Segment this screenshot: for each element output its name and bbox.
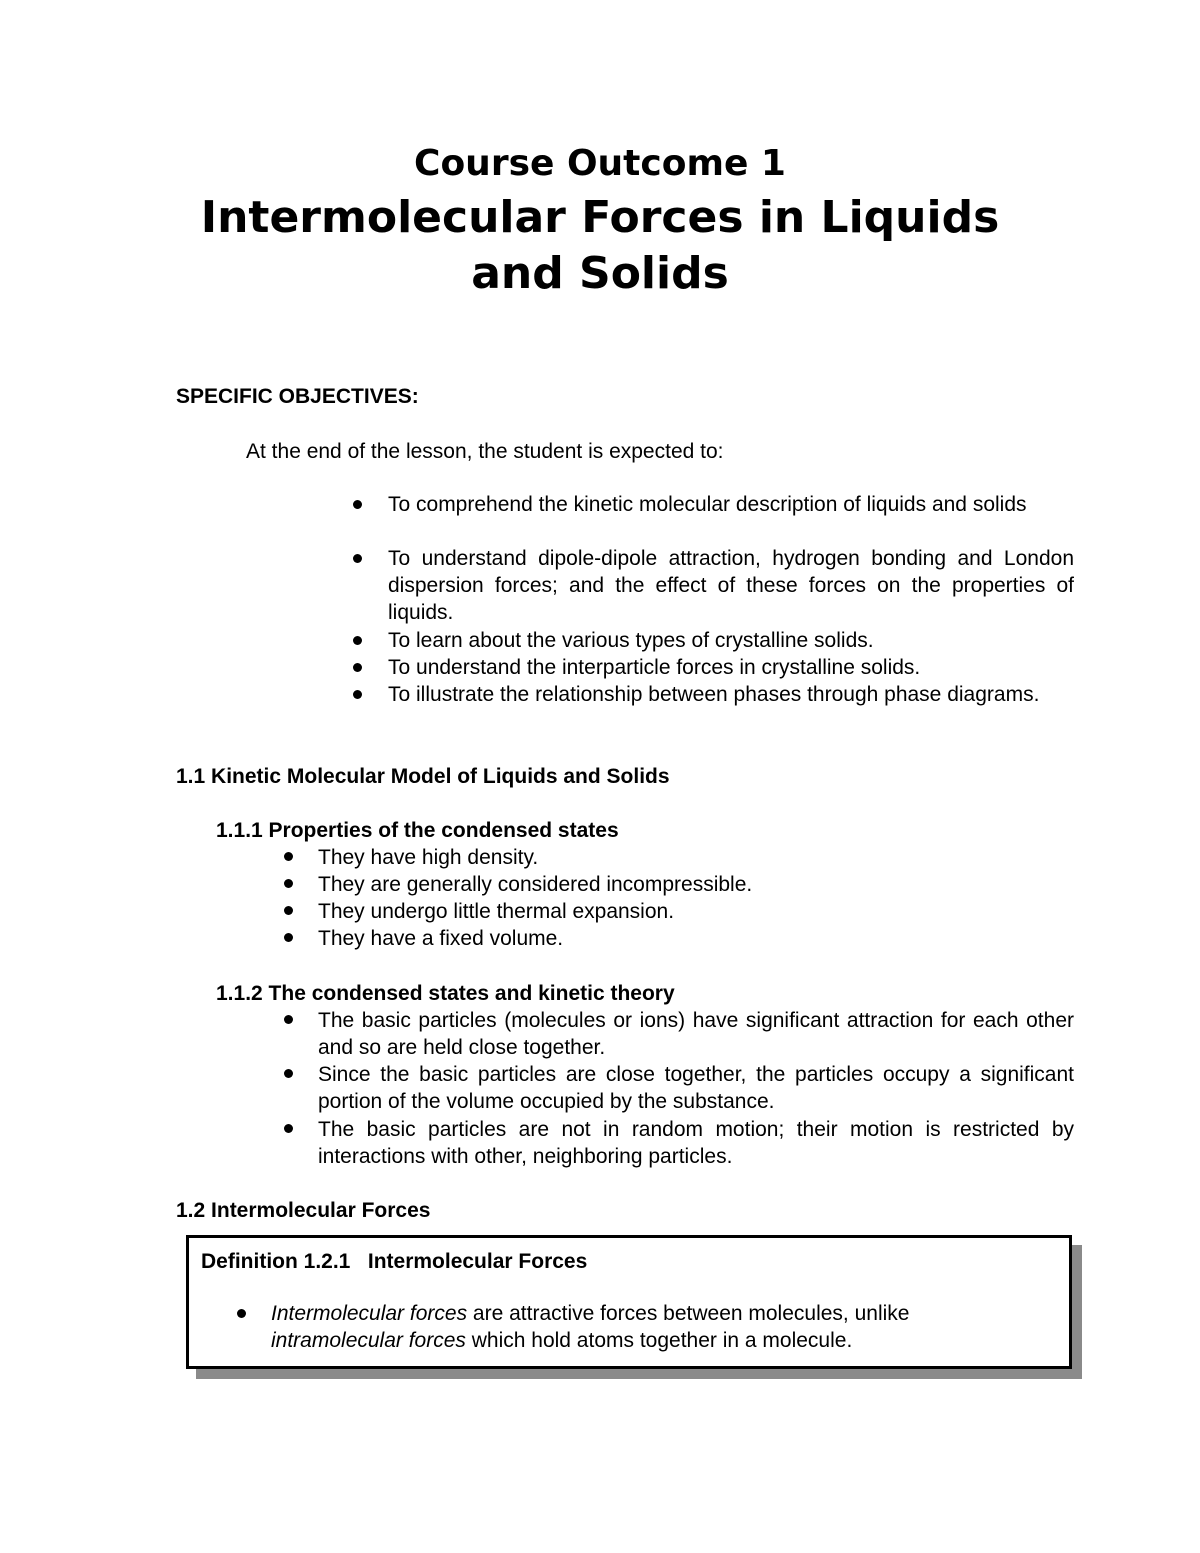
bullet-icon bbox=[353, 554, 362, 563]
page-title bbox=[0, 190, 1200, 302]
definition-term-intermolecular: Intermolecular forces bbox=[271, 1302, 468, 1325]
bullet-icon bbox=[284, 1124, 293, 1133]
property-item: They are generally considered incompressible. bbox=[318, 873, 753, 896]
page-title-line2: and Solids bbox=[471, 248, 729, 299]
page-title-line1: Intermolecular Forces in Liquids bbox=[200, 192, 1000, 243]
bullet-icon bbox=[284, 1015, 293, 1024]
property-item: They undergo little thermal expansion. bbox=[318, 900, 675, 923]
bullet-icon bbox=[284, 852, 293, 861]
bullet-icon bbox=[284, 906, 293, 915]
bullet-icon bbox=[284, 1069, 293, 1078]
objective-item: To learn about the various types of crystalline solids. bbox=[388, 629, 874, 652]
definition-title: Definition 1.2.1 Intermolecular Forces bbox=[201, 1250, 588, 1273]
bullet-icon bbox=[353, 663, 362, 672]
definition-term-intramolecular: intramolecular forces bbox=[271, 1329, 466, 1352]
kinetic-theory-item: The basic particles are not in random motion; their motion is restricted by interactions with other, neighboring particles. bbox=[318, 1118, 1074, 1168]
subsection-heading-1-1-2: 1.1.2 The condensed states and kinetic theory bbox=[216, 982, 675, 1005]
subsection-heading-1-1-1: 1.1.1 Properties of the condensed states bbox=[216, 819, 619, 842]
objective-item: To understand dipole-dipole attraction, hydrogen bonding and London dispersion forces; and the effect of these forces on the properties of liquids. bbox=[388, 547, 1074, 624]
definition-text-part2: which hold atoms together in a molecule. bbox=[465, 1329, 853, 1352]
definition-box bbox=[186, 1235, 1072, 1369]
bullet-icon bbox=[284, 879, 293, 888]
kinetic-theory-item: The basic particles (molecules or ions) have significant attraction for each other and so are held close together. bbox=[318, 1009, 1074, 1059]
bullet-icon bbox=[353, 500, 362, 509]
property-item: They have high density. bbox=[318, 846, 539, 869]
bullet-icon bbox=[353, 690, 362, 699]
property-item: They have a fixed volume. bbox=[318, 927, 564, 950]
bullet-icon bbox=[353, 636, 362, 645]
objectives-intro: At the end of the lesson, the student is expected to: bbox=[246, 440, 724, 463]
bullet-icon bbox=[237, 1309, 246, 1318]
bullet-icon bbox=[284, 933, 293, 942]
definition-text bbox=[271, 1300, 1051, 1354]
course-outcome-label: Course Outcome 1 bbox=[414, 143, 786, 184]
section-heading-1-2: 1.2 Intermolecular Forces bbox=[176, 1199, 431, 1222]
objective-item: To illustrate the relationship between phases through phase diagrams. bbox=[388, 683, 1040, 706]
objectives-heading: SPECIFIC OBJECTIVES: bbox=[176, 385, 419, 408]
definition-text-part1: are attractive forces between molecules, unlike bbox=[467, 1302, 910, 1325]
section-heading-1-1: 1.1 Kinetic Molecular Model of Liquids and Solids bbox=[176, 765, 670, 788]
objective-item: To understand the interparticle forces in crystalline solids. bbox=[388, 656, 921, 679]
kinetic-theory-item: Since the basic particles are close together, the particles occupy a significant portion of the volume occupied by the substance. bbox=[318, 1063, 1074, 1113]
objective-item: To comprehend the kinetic molecular description of liquids and solids bbox=[388, 493, 1027, 516]
